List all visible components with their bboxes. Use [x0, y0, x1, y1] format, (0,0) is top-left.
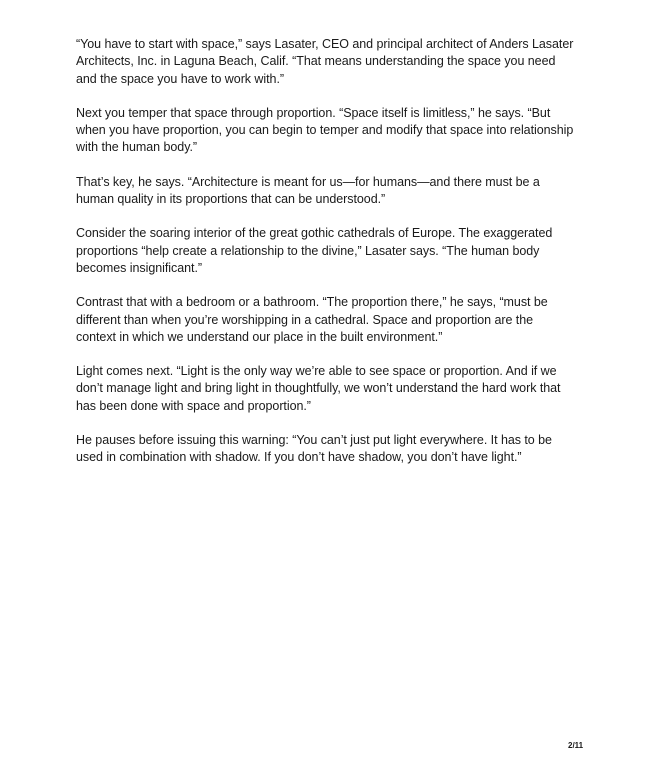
paragraph: That’s key, he says. “Architecture is meant for us—for humans—and there must be a human quality in its proportions that can be understood.”	[76, 174, 540, 207]
page-number: 2/11	[568, 741, 584, 750]
paragraph: “You have to start with space,” says Lasater, CEO and principal architect of Anders Lasater Architects, Inc. in Laguna Beach, Calif. “That means understanding the space you need and the space you have to work with.”	[76, 37, 574, 86]
article-body	[76, 36, 576, 484]
paragraph: He pauses before issuing this warning: “You can’t just put light everywhere. It has to be used in combination with shadow. If you don’t have shadow, you don’t have light.”	[76, 433, 552, 465]
paragraph: Light comes next. “Light is the only way we’re able to see space or proportion. And if we don’t manage light and bring light in thoughtfully, we won’t understand the hard work that has been done with space and proportion.”	[76, 364, 561, 413]
paragraph: Next you temper that space through proportion. “Space itself is limitless,” he says. “But when you have proportion, you can begin to temper and modify that space into relationship with the human body.”	[76, 105, 574, 155]
paragraph: Consider the soaring interior of the great gothic cathedrals of Europe. The exaggerated proportions “help create a relationship to the divine,” Lasater says. “The human body becomes insignificant.”	[76, 226, 553, 275]
paragraph: Contrast that with a bedroom or a bathroom. “The proportion there,” he says, “must be different than when you’re worshipping in a cathedral. Space and proportion are the context in which we understand our place in the built environment.”	[76, 295, 548, 344]
